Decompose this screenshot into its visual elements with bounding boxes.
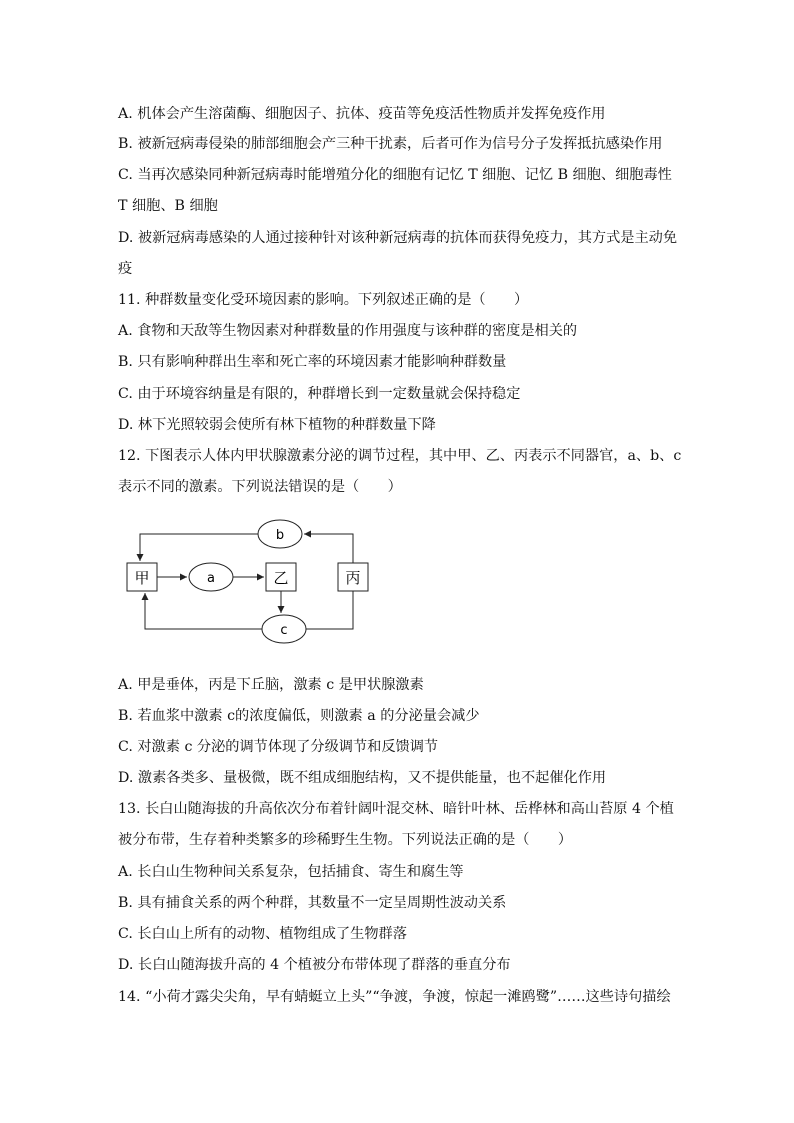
option-12b: B. 若血浆中激素 c的浓度偏低，则激素 a 的分泌量会减少: [118, 708, 480, 724]
option-11d: D. 林下光照较弱会使所有林下植物的种群数量下降: [118, 417, 436, 433]
option-10d: D. 被新冠病毒感染的人通过接种针对该种新冠病毒的抗体而获得免疫力，其方式是主动免: [118, 230, 678, 246]
option-10c-cont: T 细胞、B 细胞: [118, 198, 218, 214]
option-10b: B. 被新冠病毒侵染的肺部细胞会产三种干扰素，后者可作为信号分子发挥抵抗感染作用: [118, 136, 663, 152]
option-12d: D. 激素各类多、量极微，既不组成细胞结构，又不提供能量，也不起催化作用: [118, 770, 607, 786]
oval-a-label: a: [207, 571, 215, 586]
box-yi-label: 乙: [273, 569, 289, 587]
arrow-bing-to-b: [304, 534, 353, 563]
option-13b: B. 具有捕食关系的两个种群，其数量不一定呈周期性波动关系: [118, 895, 507, 911]
option-10c: C. 当再次感染同种新冠病毒时能增殖分化的细胞有记忆 T 细胞、记忆 B 细胞、细胞毒性: [118, 167, 672, 183]
box-bing-label: 丙: [345, 569, 361, 587]
option-11b: B. 只有影响种群出生率和死亡率的环境因素才能影响种群数量: [118, 354, 507, 370]
oval-b-label: b: [275, 528, 285, 543]
option-13c: C. 长白山上所有的动物、植物组成了生物群落: [118, 926, 407, 942]
arrow-b-to-jia: [140, 534, 258, 561]
option-11a: A. 食物和天敌等生物因素对种群数量的作用强度与该种群的密度是相关的: [118, 323, 578, 339]
question-11: 11. 种群数量变化受环境因素的影响。下列叙述正确的是（ ）: [118, 292, 529, 308]
option-12c: C. 对激素 c 分泌的调节体现了分级调节和反馈调节: [118, 739, 439, 755]
question-14: 14. “小荷才露尖尖角，早有蜻蜓立上头”“争渡，争渡，惊起一滩鸥鹭”……这些诗句描绘: [118, 989, 671, 1005]
question-13: 13. 长白山随海拔的升高依次分布着针阔叶混交林、暗针叶林、岳桦林和高山苔原 4 个植: [118, 801, 674, 817]
option-10a: A. 机体会产生溶菌酶、细胞因子、抗体、疫苗等免疫活性物质并发挥免疫作用: [118, 106, 606, 122]
hormone-regulation-diagram: [118, 510, 378, 650]
option-13a: A. 长白山生物种间关系复杂，包括捕食、寄生和腐生等: [118, 864, 464, 880]
arrow-c-to-jia: [145, 593, 262, 629]
question-12: 12. 下图表示人体内甲状腺激素分泌的调节过程，其中甲、乙、丙表示不同器官，a、b、c: [118, 448, 682, 464]
option-12a: A. 甲是垂体，丙是下丘脑，激素 c 是甲状腺激素: [118, 677, 424, 693]
box-jia-label: 甲: [134, 569, 150, 587]
oval-c-label: c: [280, 623, 288, 638]
question-13-cont: 被分布带，生存着种类繁多的珍稀野生生物。下列说法正确的是（ ）: [118, 832, 573, 848]
option-11c: C. 由于环境容纳量是有限的，种群增长到一定数量就会保持稳定: [118, 386, 521, 402]
question-12-cont: 表示不同的激素。下列说法错误的是（ ）: [118, 479, 402, 495]
line-c-to-bing: [306, 591, 353, 629]
option-13d: D. 长白山随海拔升高的 4 个植被分布带体现了群落的垂直分布: [118, 957, 511, 973]
option-10d-cont: 疫: [118, 261, 133, 277]
